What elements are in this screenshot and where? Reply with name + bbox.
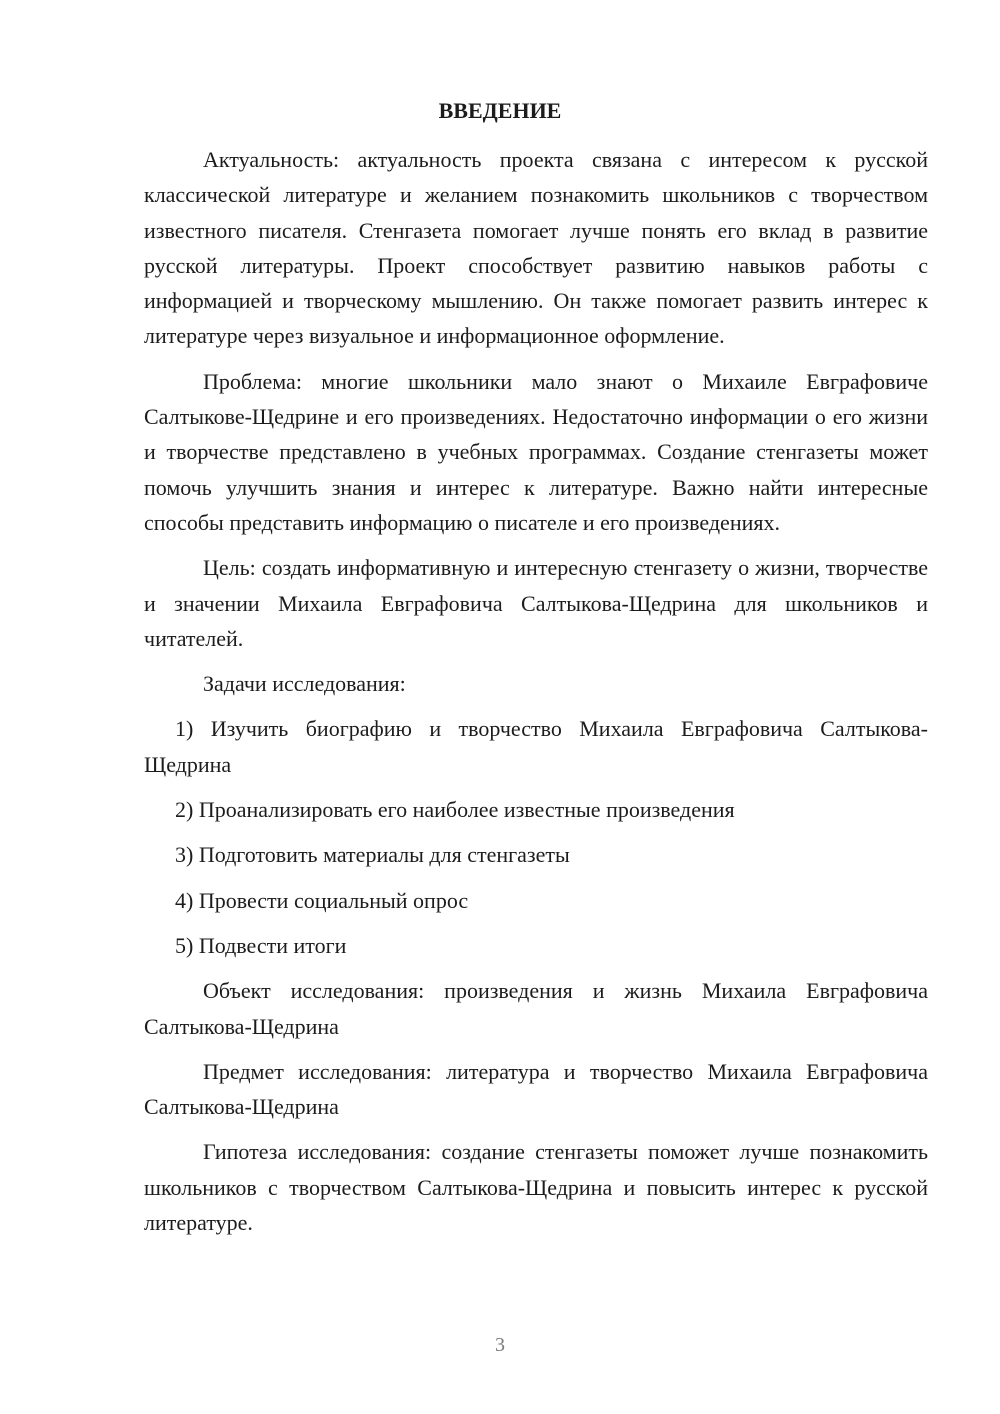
page-number: 3 xyxy=(495,1334,505,1356)
problem-paragraph: Проблема: многие школьники мало знают о Михаиле Евграфовиче Салтыкове-Щедрине и его произведениях. Недостаточно информации о его жизни и творчестве представлено в учебных программах. Создание стенгазеты может помочь улучшить знания и интерес к литературе. Важно найти интересные способы представить информацию о писателе и его произведениях. xyxy=(144,368,928,535)
task-item-2: 2) Проанализировать его наиболее известные произведения xyxy=(175,797,735,823)
task-item-4: 4) Провести социальный опрос xyxy=(175,887,469,913)
subject-paragraph: Предмет исследования: литература и творчество Михаила Евграфовича Салтыкова-Щедрина xyxy=(144,1058,928,1120)
task-item-1: 1) Изучить биографию и творчество Михаила Евграфовича Салтыкова-Щедрина xyxy=(144,716,928,777)
task-item-3: 3) Подготовить материалы для стенгазеты xyxy=(175,842,570,868)
object-paragraph: Объект исследования: произведения и жизнь Михаила Евграфовича Салтыкова-Щедрина xyxy=(144,978,928,1039)
section-title: ВВЕДЕНИЕ xyxy=(438,98,562,123)
task-item-5: 5) Подвести итоги xyxy=(175,932,347,958)
document-body xyxy=(144,142,928,1240)
goal-paragraph: Цель: создать информативную и интересную стенгазету о жизни, творчестве и значении Михаила Евграфовича Салтыкова-Щедрина для школьников и читателей. xyxy=(144,555,928,651)
relevance-paragraph: Актуальность: актуальность проекта связана с интересом к русской классической литературе и желанием познакомить школьников с творчеством известного писателя. Стенгазета помогает лучше понять его вклад в развитие русской литературы. Проект способствует развитию навыков работы с информацией и творческому мышлению. Он также помогает развить интерес к литературе через визуальное и информационное оформление. xyxy=(144,147,928,349)
tasks-heading: Задачи исследования: xyxy=(203,671,406,697)
hypothesis-paragraph: Гипотеза исследования: создание стенгазеты поможет лучше познакомить школьников с творчеством Салтыкова-Щедрина и повысить интерес к русской литературе. xyxy=(144,1139,928,1236)
